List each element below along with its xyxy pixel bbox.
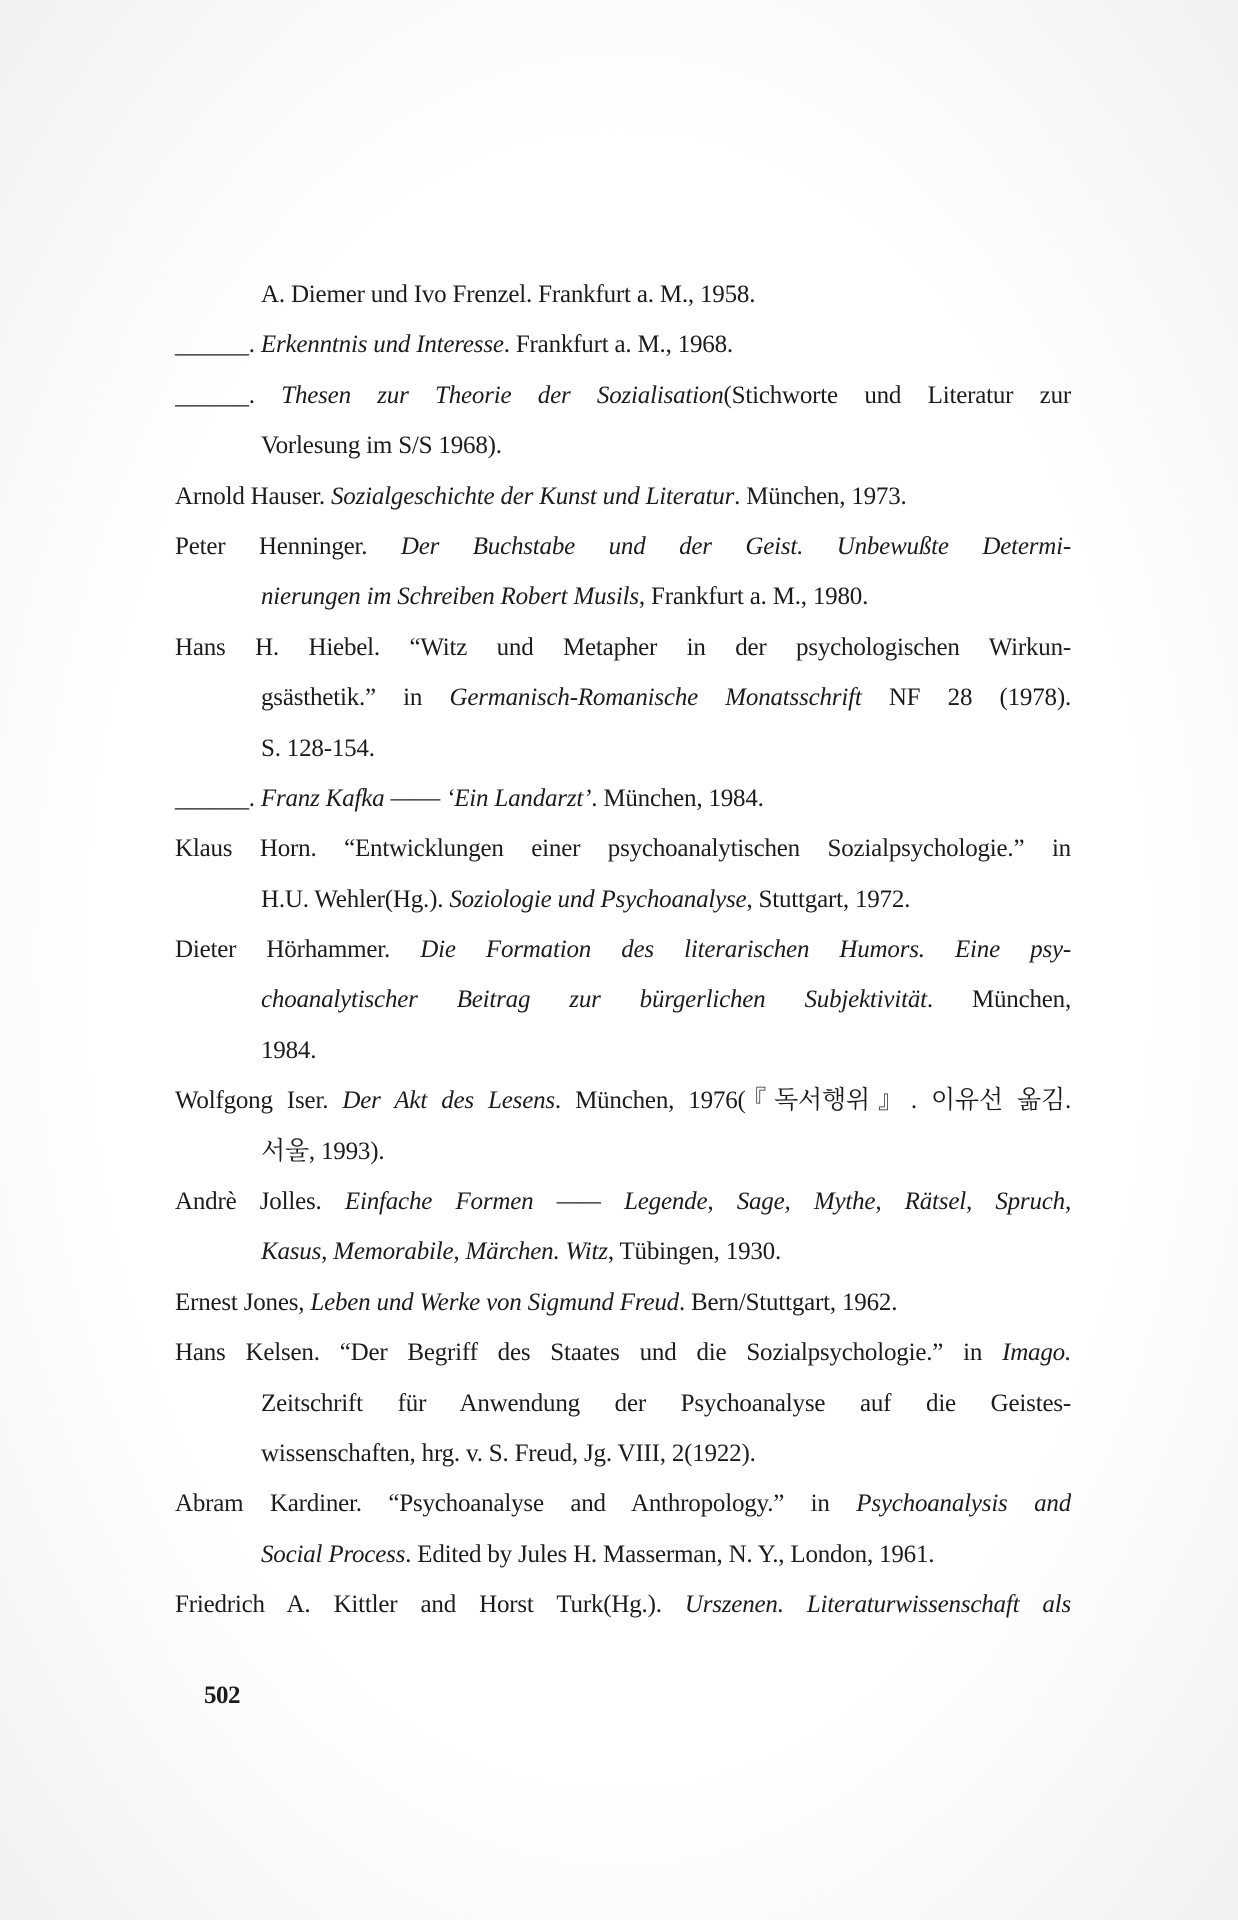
citation-text: Friedrich A. Kittler and Horst Turk(Hg.).: [175, 1591, 685, 1619]
citation-text: 서울, 1993).: [261, 1137, 385, 1165]
citation-text: Klaus Horn. “Entwicklungen einer psychoanalytischen Sozialpsychologie.” in: [175, 835, 1071, 863]
citation-text: wissenschaften, hrg. v. S. Freud, Jg. VIII, 2(1922).: [261, 1439, 756, 1467]
citation-text: ______.: [175, 784, 261, 812]
entry-line: [175, 371, 1071, 421]
bibliography-list: [175, 270, 1071, 1631]
citation-text: S. 128-154.: [261, 734, 375, 762]
entry-line: [175, 774, 1071, 824]
citation-text: , Tübingen, 1930.: [607, 1238, 782, 1266]
bibliography-entry: [175, 1328, 1071, 1479]
italic-title-text: Thesen zur Theorie der Sozialisation: [281, 381, 724, 409]
entry-line: [175, 1580, 1071, 1630]
bibliography-entry: [175, 1580, 1071, 1630]
entry-line: [175, 270, 1071, 320]
citation-text: . München, 1984.: [591, 784, 764, 812]
italic-title-text: Einfache Formen —— Legende, Sage, Mythe, Rätsel, Spruch,: [344, 1188, 1071, 1216]
italic-title-text: Germanisch-Romanische Monatsschrift: [449, 684, 862, 712]
entry-line: [175, 1127, 1071, 1177]
entry-line: [175, 724, 1071, 774]
bibliography-entry: [175, 320, 1071, 370]
bibliography-entry: [175, 472, 1071, 522]
citation-text: gsästhetik.” in: [261, 684, 450, 712]
bibliography-entry: [175, 1278, 1071, 1328]
bibliography-entry: [175, 925, 1071, 1076]
bibliography-entry: [175, 1479, 1071, 1580]
italic-title-text: ‘Ein Landarzt’: [446, 784, 592, 812]
entry-line: [175, 1429, 1071, 1479]
entry-line: [175, 1530, 1071, 1580]
entry-line: [175, 1379, 1071, 1429]
italic-title-text: Erkenntnis und Interesse: [260, 331, 504, 359]
entry-line: [175, 975, 1071, 1025]
italic-title-text: Leben und Werke von Sigmund Freud: [310, 1288, 679, 1316]
citation-text: Abram Kardiner. “Psychoanalyse and Anthropology.” in: [175, 1490, 857, 1518]
citation-text: (Stichworte und Literatur zur: [723, 381, 1071, 409]
citation-text: Vorlesung im S/S 1968).: [261, 432, 502, 460]
citation-text: NF 28 (1978).: [861, 684, 1071, 712]
citation-text: . München,: [926, 986, 1071, 1014]
bibliography-entry: [175, 824, 1071, 925]
citation-text: Peter Henninger.: [175, 532, 401, 560]
italic-title-text: choanalytischer Beitrag zur bürgerlichen Subjektivität: [261, 986, 927, 1014]
entry-line: [175, 1328, 1071, 1378]
citation-text: ______.: [175, 381, 282, 409]
citation-text: Hans H. Hiebel. “Witz und Metapher in der psychologischen Wirkun-: [175, 633, 1071, 661]
italic-title-text: Urszenen. Literaturwissenschaft als: [684, 1591, 1071, 1619]
italic-title-text: Der Buchstabe und der Geist. Unbewußte Determi-: [400, 532, 1071, 560]
citation-text: . Edited by Jules H. Masserman, N. Y., London, 1961.: [405, 1540, 935, 1568]
entry-line: [175, 1227, 1071, 1277]
entry-line: [175, 623, 1071, 673]
citation-text: A. Diemer und Ivo Frenzel. Frankfurt a. M., 1958.: [261, 281, 756, 308]
citation-text: , Frankfurt a. M., 1980.: [638, 583, 869, 611]
entry-line: [175, 673, 1071, 723]
entry-line: [175, 1076, 1071, 1126]
entry-line: [175, 320, 1071, 370]
entry-line: [175, 1026, 1071, 1076]
entry-line: [175, 875, 1071, 925]
italic-title-text: Imago.: [1002, 1339, 1071, 1367]
italic-title-text: nierungen im Schreiben Robert Musils: [261, 583, 639, 611]
bibliography-entry: [175, 1076, 1071, 1177]
citation-text: 1984.: [261, 1036, 317, 1064]
citation-text: , Stuttgart, 1972.: [746, 885, 911, 913]
citation-text: . München, 1976(『독서행위』. 이유선 옮김.: [554, 1087, 1071, 1115]
italic-title-text: Kasus, Memorabile, Märchen. Witz: [261, 1238, 608, 1266]
citation-text: Zeitschrift für Anwendung der Psychoanalyse auf die Geistes-: [261, 1389, 1071, 1417]
citation-text: . Bern/Stuttgart, 1962.: [678, 1288, 898, 1316]
citation-text: . München, 1973.: [734, 482, 907, 510]
entry-line: [175, 925, 1071, 975]
entry-line: [175, 421, 1071, 471]
entry-line: [175, 572, 1071, 622]
bibliography-entry: [175, 774, 1071, 824]
entry-line: [175, 522, 1071, 572]
citation-text: ______.: [175, 331, 261, 359]
italic-title-text: Der Akt des Lesens: [342, 1087, 555, 1115]
italic-title-text: Soziologie und Psychoanalyse: [449, 885, 747, 913]
citation-text: . Frankfurt a. M., 1968.: [503, 331, 733, 359]
citation-text: Wolfgong Iser.: [175, 1087, 343, 1115]
citation-text: H.U. Wehler(Hg.).: [261, 885, 450, 913]
italic-title-text: Franz Kafka: [260, 784, 385, 812]
citation-text: Ernest Jones,: [175, 1288, 311, 1316]
entry-line: [175, 824, 1071, 874]
bibliography-entry: [175, 522, 1071, 623]
bibliography-entry: [175, 623, 1071, 774]
entry-line: [175, 1177, 1071, 1227]
bibliography-entry: [175, 270, 1071, 320]
bibliography-entry: [175, 371, 1071, 472]
citation-text: ——: [384, 784, 447, 812]
entry-line: [175, 1278, 1071, 1328]
citation-text: Hans Kelsen. “Der Begriff des Staates und die Sozialpsychologie.” in: [175, 1339, 1003, 1367]
citation-text: Dieter Hörhammer.: [175, 936, 421, 964]
entry-line: [175, 1479, 1071, 1529]
entry-line: [175, 472, 1071, 522]
italic-title-text: Sozialgeschichte der Kunst und Literatur: [331, 482, 735, 510]
italic-title-text: Psychoanalysis and: [856, 1490, 1071, 1518]
italic-title-text: Social Process: [261, 1540, 406, 1568]
citation-text: Arnold Hauser.: [175, 482, 331, 510]
bibliography-entry: [175, 1177, 1071, 1278]
citation-text: Andrè Jolles.: [175, 1188, 345, 1216]
page-number: 502: [204, 1682, 240, 1709]
italic-title-text: Die Formation des literarischen Humors. Eine psy-: [420, 936, 1071, 964]
